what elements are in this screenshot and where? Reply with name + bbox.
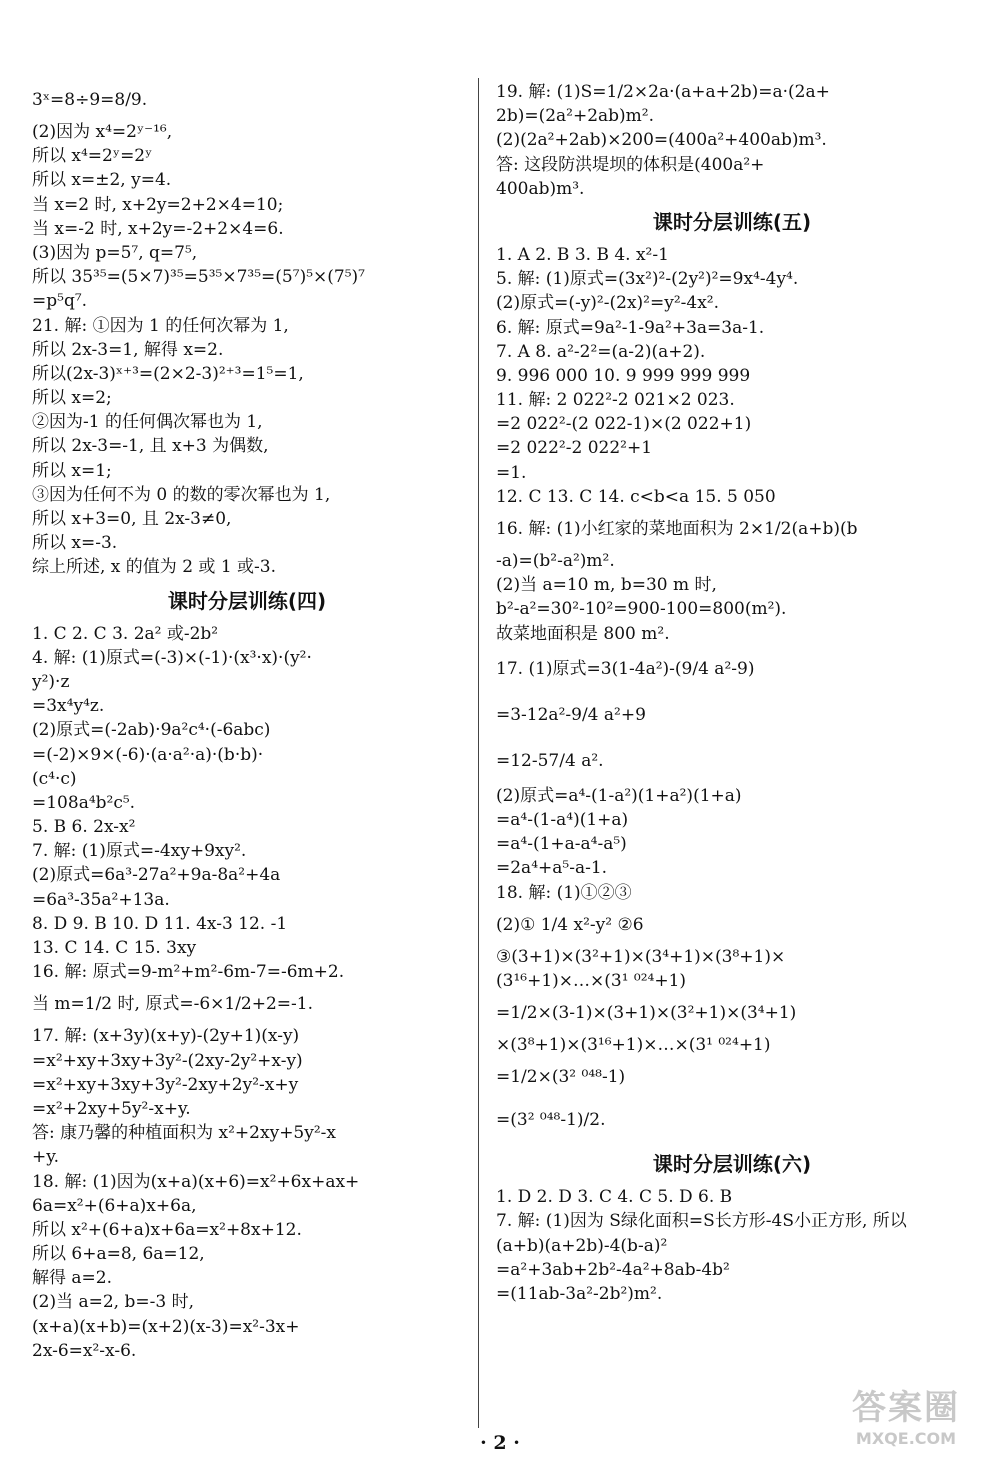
text-line: (2)原式=(-2ab)·9a²c⁴·(-6abc): [32, 720, 271, 741]
text-line: =1/2×(3² ⁰⁴⁸-1): [496, 1067, 626, 1088]
text-line: =x²+xy+3xy+3y²-2xy+2y²-x+y: [32, 1074, 299, 1095]
text-line: (2)原式=6a³-27a²+9a-8a²+4a: [32, 865, 281, 886]
right-column: [496, 80, 968, 1306]
text-line: 所以(2x-3)ˣ⁺³=(2×2-3)²⁺³=1⁵=1,: [32, 363, 304, 384]
text-line: =a⁴-(1+a-a⁴-a⁵): [496, 834, 627, 855]
text-line: 9. 996 000 10. 9 999 999 999: [496, 365, 751, 386]
text-line: (2)原式=a⁴-(1-a²)(1+a²)(1+a): [496, 785, 742, 806]
text-line: (3)因为 p=5⁷, q=7⁵,: [32, 242, 198, 263]
text-line: 5. B 6. 2x-x²: [32, 817, 136, 838]
text-line: 所以 x=±2, y=4.: [32, 170, 172, 191]
section-heading: 课时分层训练(五): [652, 209, 812, 234]
text-line: 所以 x²+(6+a)x+6a=x²+8x+12.: [32, 1219, 302, 1240]
text-line: 所以 6+a=8, 6a=12,: [32, 1244, 205, 1265]
watermark-url: MXQE.COM: [855, 1429, 957, 1448]
text-line: (2)① 1/4 x²-y² ②6: [496, 914, 644, 935]
text-line: 6a=x²+(6+a)x+6a,: [32, 1195, 197, 1216]
text-line: 所以 35³⁵=(5×7)³⁵=5³⁵×7³⁵=(5⁷)⁵×(7⁵)⁷: [32, 267, 365, 288]
watermark: [826, 1380, 986, 1460]
text-line: (2)因为 x⁴=2ʸ⁻¹⁶,: [32, 122, 173, 142]
text-line: 所以 x⁴=2ʸ=2ʸ: [32, 146, 153, 167]
text-line: =12-57/4 a².: [496, 750, 604, 771]
text-line: =2a⁴+a⁵-a-1.: [496, 858, 608, 879]
text-line: =6a³-35a²+13a.: [32, 889, 170, 910]
text-line: 当 x=2 时, x+2y=2+2×4=10;: [32, 194, 284, 215]
text-line: =(3² ⁰⁴⁸-1)/2.: [496, 1110, 606, 1131]
text-line: 16. 解: 原式=9-m²+m²-6m-7=-6m+2.: [32, 962, 345, 983]
watermark-logo: 答案圈: [852, 1388, 960, 1428]
text-line: 7. 解: (1)原式=-4xy+9xy².: [32, 841, 247, 862]
text-line: +y.: [32, 1147, 59, 1168]
text-line: 所以 x=-3.: [32, 533, 118, 554]
text-line: (2)当 a=10 m, b=30 m 时,: [496, 575, 717, 596]
text-line: 19. 解: (1)S=1/2×2a·(a+a+2b)=a·(2a+: [496, 82, 830, 102]
text-line: 17. (1)原式=3(1-4a²)-(9/4 a²-9): [496, 658, 755, 679]
text-line: 1. A 2. B 3. B 4. x²-1: [496, 244, 669, 265]
text-line: 16. 解: (1)小红家的菜地面积为 2×1/2(a+b)(b: [496, 519, 858, 539]
text-line: 18. 解: (1)①②③: [496, 882, 632, 903]
text-line: =108a⁴b²c⁵.: [32, 792, 136, 813]
section-heading: 课时分层训练(六): [652, 1152, 812, 1177]
text-line: 6. 解: 原式=9a²-1-9a²+3a=3a-1.: [496, 317, 765, 338]
text-line: ×(3⁸+1)×(3¹⁶+1)×…×(3¹ ⁰²⁴+1): [496, 1035, 771, 1056]
text-line: 综上所述, x 的值为 2 或 1 或-3.: [32, 557, 277, 578]
text-line: (x+a)(x+b)=(x+2)(x-3)=x²-3x+: [32, 1316, 300, 1337]
text-line: 故菜地面积是 800 m².: [496, 623, 670, 644]
text-line: 3ˣ=8÷9=8/9.: [32, 90, 148, 110]
text-line: 解得 a=2.: [32, 1268, 113, 1289]
text-line: 400ab)m³.: [496, 178, 585, 199]
text-line: 5. 解: (1)原式=(3x²)²-(2y²)²=9x⁴-4y⁴.: [496, 269, 799, 290]
text-line: 2b)=(2a²+2ab)m².: [496, 106, 655, 127]
text-line: =x²+2xy+5y²-x+y.: [32, 1098, 191, 1119]
text-line: 2x-6=x²-x-6.: [32, 1340, 137, 1361]
text-line: (a+b)(a+2b)-4(b-a)²: [496, 1235, 668, 1256]
text-line: 所以 2x-3=1, 解得 x=2.: [32, 339, 224, 360]
text-line: b²-a²=30²-10²=900-100=800(m²).: [496, 599, 787, 620]
text-line: =x²+xy+3xy+3y²-(2xy-2y²+x-y): [32, 1050, 303, 1071]
text-line: ③因为任何不为 0 的数的零次幂也为 1,: [32, 484, 331, 505]
text-line: 7. A 8. a²-2²=(a-2)(a+2).: [496, 341, 706, 362]
text-line: 1. D 2. D 3. C 4. C 5. D 6. B: [496, 1187, 733, 1208]
section-heading: 课时分层训练(四): [167, 588, 327, 613]
text-line: 8. D 9. B 10. D 11. 4x-3 12. -1: [32, 913, 288, 934]
text-line: 17. 解: (x+3y)(x+y)-(2y+1)(x-y): [32, 1026, 300, 1047]
text-line: -a)=(b²-a²)m².: [496, 551, 615, 571]
text-line: =1/2×(3-1)×(3+1)×(3²+1)×(3⁴+1): [496, 1003, 797, 1024]
text-line: 答: 这段防洪堤坝的体积是(400a²+: [496, 154, 765, 175]
text-line: =a²+3ab+2b²-4a²+8ab-4b²: [496, 1259, 730, 1280]
text-line: 答: 康乃馨的种植面积为 x²+2xy+5y²-x: [32, 1123, 336, 1144]
page-number: · 2 ·: [480, 1432, 520, 1454]
text-line: 所以 x+3=0, 且 2x-3≠0,: [32, 509, 232, 529]
text-line: ②因为-1 的任何偶次幂也为 1,: [32, 412, 263, 433]
column-divider: [478, 78, 479, 1428]
left-column: [32, 80, 462, 1363]
text-line: =3-12a²-9/4 a²+9: [496, 704, 646, 725]
text-line: =a⁴-(1-a⁴)(1+a): [496, 809, 629, 830]
text-line: 18. 解: (1)因为(x+a)(x+6)=x²+6x+ax+: [32, 1171, 360, 1192]
text-line: =1.: [496, 462, 527, 483]
text-line: 所以 x=1;: [32, 460, 112, 481]
text-line: 12. C 13. C 14. c<b<a 15. 5 050: [496, 486, 776, 507]
text-line: 所以 x=2;: [32, 388, 112, 409]
text-line: =p⁵q⁷.: [32, 291, 88, 312]
text-line: =2 022²-2 022²+1: [496, 438, 653, 459]
text-line: (2)当 a=2, b=-3 时,: [32, 1292, 194, 1313]
text-line: 当 m=1/2 时, 原式=-6×1/2+2=-1.: [32, 994, 314, 1015]
text-line: =(-2)×9×(-6)·(a·a²·a)·(b·b)·: [32, 744, 264, 765]
text-line: (2)原式=(-y)²-(2x)²=y²-4x².: [496, 293, 720, 314]
text-line: 1. C 2. C 3. 2a² 或-2b²: [32, 623, 219, 644]
text-line: =2 022²-(2 022-1)×(2 022+1): [496, 414, 752, 435]
text-line: 7. 解: (1)因为 S绿化面积=S长方形-4S小正方形, 所以: [496, 1211, 907, 1232]
text-line: ③(3+1)×(3²+1)×(3⁴+1)×(3⁸+1)×: [496, 946, 786, 967]
text-line: =(11ab-3a²-2b²)m².: [496, 1284, 663, 1304]
text-line: 4. 解: (1)原式=(-3)×(-1)·(x³·x)·(y²·: [32, 647, 312, 668]
text-line: =3x⁴y⁴z.: [32, 696, 105, 717]
text-line: 所以 2x-3=-1, 且 x+3 为偶数,: [32, 436, 269, 457]
text-line: 13. C 14. C 15. 3xy: [32, 938, 197, 958]
text-line: y²)·z: [32, 671, 70, 692]
text-line: (c⁴·c): [32, 768, 77, 789]
text-line: 21. 解: ①因为 1 的任何次幂为 1,: [32, 315, 289, 336]
text-line: (2)(2a²+2ab)×200=(400a²+400ab)m³.: [496, 130, 827, 151]
text-line: 11. 解: 2 022²-2 021×2 023.: [496, 390, 735, 411]
text-line: (3¹⁶+1)×…×(3¹ ⁰²⁴+1): [496, 970, 687, 991]
text-line: 当 x=-2 时, x+2y=-2+2×4=6.: [32, 218, 284, 239]
